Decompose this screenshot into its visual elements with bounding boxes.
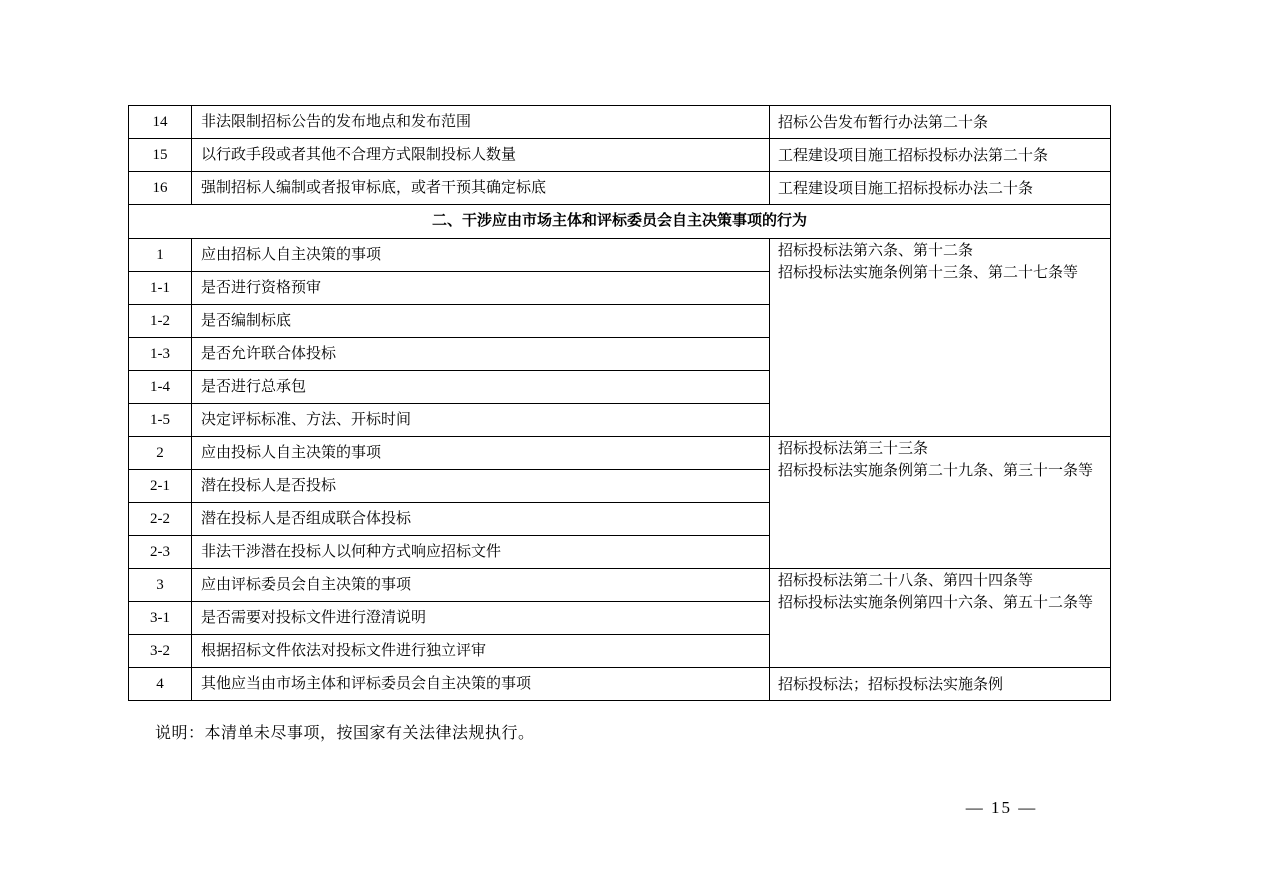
reference-line: 招标投标法实施条例第二十九条、第三十一条等 — [778, 463, 1094, 480]
table-row — [129, 106, 1111, 139]
row-number: 1-4 — [129, 371, 192, 404]
row-item: 应由评标委员会自主决策的事项 — [192, 569, 770, 602]
row-number: 1-2 — [129, 305, 192, 338]
row-number: 2-1 — [129, 470, 192, 503]
row-number: 15 — [129, 139, 192, 172]
row-item: 是否允许联合体投标 — [192, 338, 770, 371]
checklist-table — [128, 105, 1111, 701]
row-item: 强制招标人编制或者报审标底，或者干预其确定标底 — [192, 172, 770, 205]
row-number: 1 — [129, 239, 192, 272]
row-item: 是否进行资格预审 — [192, 272, 770, 305]
row-number: 14 — [129, 106, 192, 139]
row-item: 潜在投标人是否组成联合体投标 — [192, 503, 770, 536]
row-item: 应由投标人自主决策的事项 — [192, 437, 770, 470]
table-row — [129, 172, 1111, 205]
page-number-text: — 15 — — [965, 798, 1038, 817]
row-item: 是否进行总承包 — [192, 371, 770, 404]
row-item: 其他应当由市场主体和评标委员会自主决策的事项 — [192, 668, 770, 701]
page-number — [0, 798, 1263, 818]
row-item: 非法限制招标公告的发布地点和发布范围 — [192, 106, 770, 139]
table-row — [129, 239, 1111, 272]
reference-block — [778, 239, 1110, 284]
reference-line: 工程建设项目施工招标投标办法第二十条 — [778, 147, 1049, 164]
row-number: 1-3 — [129, 338, 192, 371]
row-number: 3-1 — [129, 602, 192, 635]
reference-line: 招标投标法实施条例第十三条、第二十七条等 — [778, 265, 1079, 282]
row-number: 16 — [129, 172, 192, 205]
reference-line: 招标投标法实施条例第四十六条、第五十二条等 — [778, 595, 1094, 612]
row-reference — [770, 437, 1111, 569]
table-section-row — [129, 205, 1111, 239]
row-reference — [770, 239, 1111, 437]
row-item: 以行政手段或者其他不合理方式限制投标人数量 — [192, 139, 770, 172]
row-number: 3-2 — [129, 635, 192, 668]
row-item: 是否编制标底 — [192, 305, 770, 338]
reference-block — [778, 437, 1110, 482]
table-row — [129, 569, 1111, 602]
reference-line: 招标投标法第六条、第十二条 — [778, 243, 974, 259]
row-item: 潜在投标人是否投标 — [192, 470, 770, 503]
row-reference — [770, 106, 1111, 139]
row-item: 非法干涉潜在投标人以何种方式响应招标文件 — [192, 536, 770, 569]
row-number: 1-1 — [129, 272, 192, 305]
section-heading: 二、干涉应由市场主体和评标委员会自主决策事项的行为 — [129, 205, 1111, 239]
table-row — [129, 139, 1111, 172]
row-reference — [770, 139, 1111, 172]
reference-line: 招标投标法第三十三条 — [778, 441, 929, 457]
reference-line: 招标投标法；招标投标法实施条例 — [778, 676, 1004, 693]
row-number: 1-5 — [129, 404, 192, 437]
row-item: 是否需要对投标文件进行澄清说明 — [192, 602, 770, 635]
table-row — [129, 437, 1111, 470]
row-item: 应由招标人自主决策的事项 — [192, 239, 770, 272]
reference-block — [778, 569, 1110, 614]
row-number: 2 — [129, 437, 192, 470]
row-number: 4 — [129, 668, 192, 701]
reference-line: 招标投标法第二十八条、第四十四条等 — [778, 573, 1034, 589]
reference-line: 招标公告发布暂行办法第二十条 — [778, 114, 989, 131]
table-row — [129, 668, 1111, 701]
table-note: 说明：本清单未尽事项，按国家有关法律法规执行。 — [155, 725, 535, 742]
row-item: 根据招标文件依法对投标文件进行独立评审 — [192, 635, 770, 668]
row-reference — [770, 668, 1111, 701]
row-reference — [770, 569, 1111, 668]
row-number: 2-3 — [129, 536, 192, 569]
row-item: 决定评标标准、方法、开标时间 — [192, 404, 770, 437]
row-reference — [770, 172, 1111, 205]
row-number: 3 — [129, 569, 192, 602]
table-body — [129, 106, 1111, 701]
row-number: 2-2 — [129, 503, 192, 536]
reference-line: 工程建设项目施工招标投标办法二十条 — [778, 180, 1034, 197]
